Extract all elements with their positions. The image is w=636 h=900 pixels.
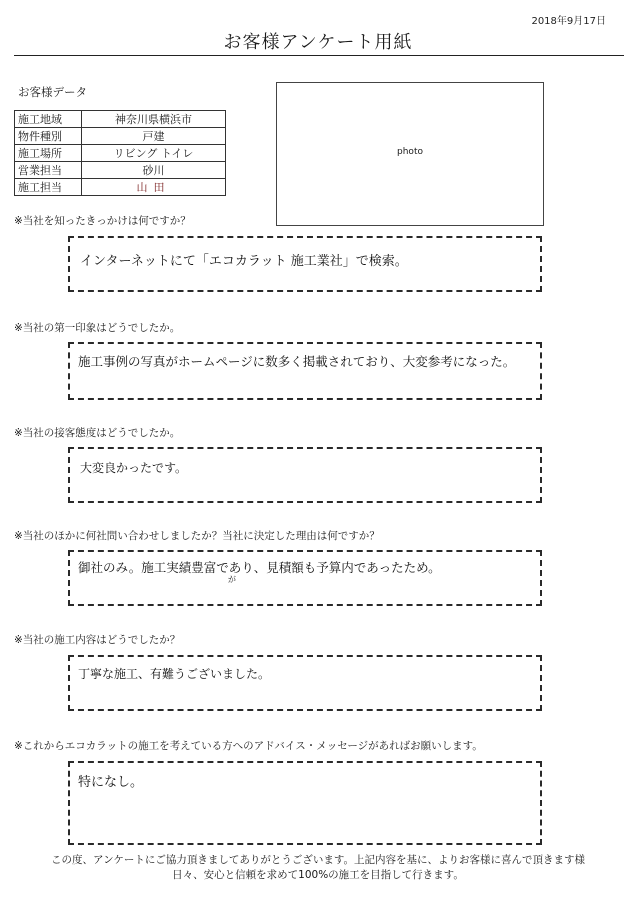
handwritten-answer: 丁寧な施工、有難うございました。	[78, 667, 271, 681]
handwritten-answer: 御社のみ。施工実績豊富であり、見積額も予算内であったため。	[78, 560, 441, 575]
field-value: リビング トイレ	[82, 145, 226, 162]
title-divider	[14, 55, 624, 56]
question-4: ※当社のほかに何社問い合わせしましたか？当社に決定した理由は何ですか？	[14, 530, 380, 542]
answer-box-1	[68, 236, 542, 292]
customer-data-table	[14, 110, 226, 196]
table-row	[15, 145, 226, 162]
page-title: お客様アンケート用紙	[223, 32, 413, 53]
field-label: 施工担当	[15, 179, 82, 196]
table-row	[15, 128, 226, 145]
footer-line-1: この度、アンケートにご協力頂きましてありがとうございます。上記内容を基に、よりお客様に喜んで頂きます様	[50, 854, 586, 866]
answer-box-4	[68, 550, 542, 606]
handwritten-value: 山田	[82, 179, 226, 196]
field-label: 施工場所	[15, 145, 82, 162]
photo-placeholder	[276, 82, 544, 226]
answer-box-5	[68, 655, 542, 711]
table-row	[15, 111, 226, 128]
answer-box-2	[68, 342, 542, 400]
field-value: 神奈川県横浜市	[82, 111, 226, 128]
survey-date: 2018年9月17日	[531, 16, 606, 27]
handwritten-insert: が	[228, 575, 236, 584]
handwritten-answer: インターネットにて「エコカラット 施工業社」で検索。	[80, 254, 408, 269]
handwritten-answer: 施工事例の写真がホームページに数多く掲載されており、大変参考になった。	[78, 354, 516, 369]
field-label: 営業担当	[15, 162, 82, 179]
table-row	[15, 179, 226, 196]
question-3: ※当社の接客態度はどうでしたか。	[14, 427, 181, 439]
question-5: ※当社の施工内容はどうでしたか？	[14, 634, 181, 646]
field-value: 戸建	[82, 128, 226, 145]
question-6: ※これからエコカラットの施工を考えている方へのアドバイス・メッセージがあればお願いします。	[14, 740, 483, 752]
footer-line-2: 日々、安心と信頼を求めて100%の施工を目指して行きます。	[172, 869, 464, 881]
question-2: ※当社の第一印象はどうでしたか。	[14, 322, 181, 334]
question-1: ※当社を知ったきっかけは何ですか？	[14, 215, 191, 227]
handwritten-answer: 特になし。	[78, 775, 144, 790]
answer-box-6	[68, 761, 542, 845]
field-label: 物件種別	[15, 128, 82, 145]
customer-data-label: お客様データ	[18, 85, 87, 99]
field-label: 施工地域	[15, 111, 82, 128]
field-value: 砂川	[82, 162, 226, 179]
handwritten-answer: 大変良かったです。	[80, 461, 188, 475]
table-row	[15, 162, 226, 179]
answer-box-3	[68, 447, 542, 503]
photo-label: photo	[397, 147, 423, 157]
